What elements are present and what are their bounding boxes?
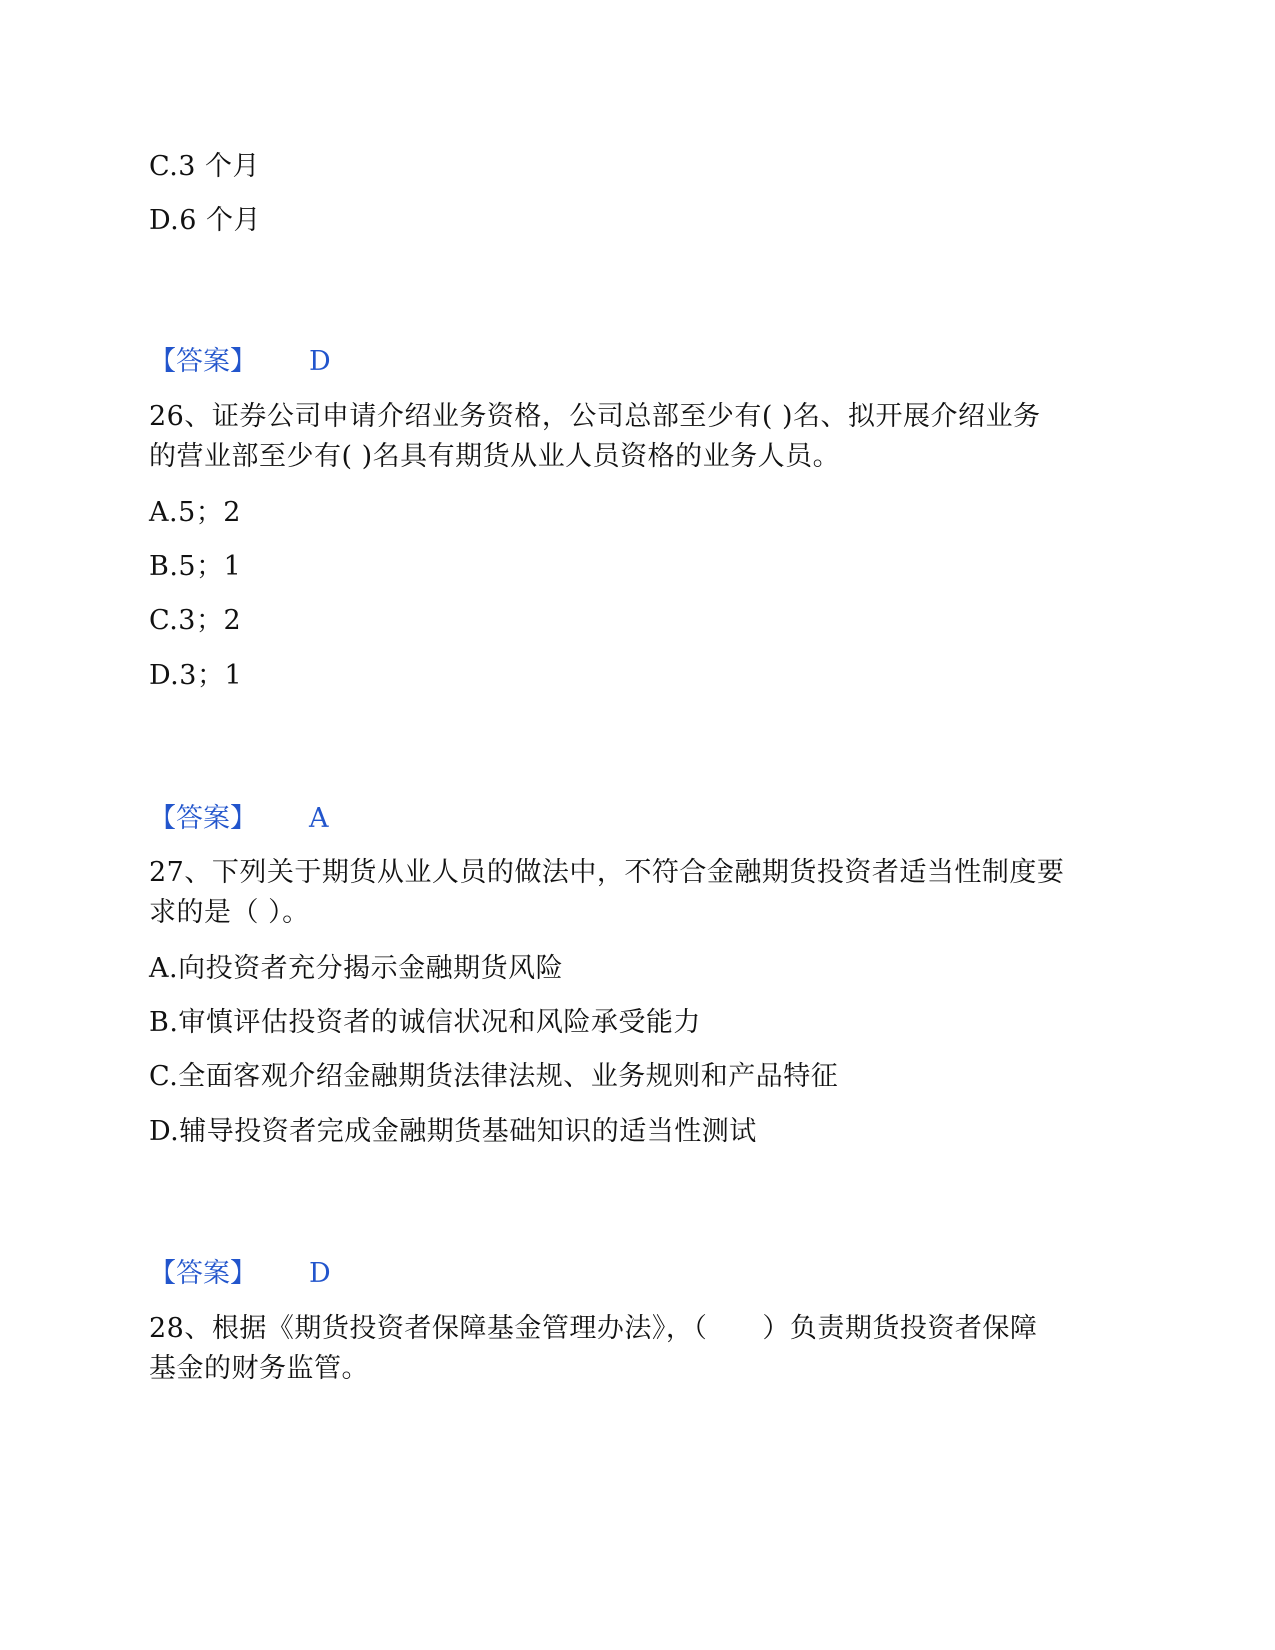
- q27-answer-row: [149, 1257, 331, 1291]
- q27-option-a: A.向投资者充分揭示金融期货风险: [149, 953, 564, 984]
- q27-stem-line-1: 27、下列关于期货从业人员的做法中，不符合金融期货投资者适当性制度要: [149, 857, 1065, 888]
- q26-stem-line-2: 的营业部至少有( )名具有期货从业人员资格的业务人员。: [149, 441, 841, 472]
- q26-option-a: A.5；2: [149, 497, 241, 528]
- q27-option-b: B.审慎评估投资者的诚信状况和风险承受能力: [149, 1007, 701, 1038]
- q25-option-c: C.3 个月: [149, 151, 261, 182]
- q25-option-d: D.6 个月: [149, 205, 262, 236]
- q27-option-c: C.全面客观介绍金融期货法律法规、业务规则和产品特征: [149, 1061, 839, 1092]
- q26-answer-row: [149, 802, 329, 836]
- q25-answer-value: D: [309, 346, 331, 377]
- q26-option-b: B.5；1: [149, 551, 242, 582]
- answer-label: 【答案】: [149, 803, 257, 834]
- q26-option-c: C.3；2: [149, 605, 242, 636]
- q25-answer-row: [149, 345, 331, 379]
- answer-label: 【答案】: [149, 346, 257, 377]
- q27-option-d: D.辅导投资者完成金融期货基础知识的适当性测试: [149, 1116, 757, 1147]
- q27-stem-line-2: 求的是（ ）。: [149, 897, 310, 928]
- q28-stem-line-1: 28、根据《期货投资者保障基金管理办法》，（ ）负责期货投资者保障: [149, 1313, 1038, 1344]
- answer-label: 【答案】: [149, 1258, 257, 1289]
- q26-answer-value: A: [309, 803, 329, 834]
- q28-stem-line-2: 基金的财务监管。: [149, 1353, 369, 1384]
- q26-stem-line-1: 26、证券公司申请介绍业务资格，公司总部至少有( )名、拟开展介绍业务: [149, 401, 1041, 432]
- q26-option-d: D.3；1: [149, 660, 243, 691]
- q27-answer-value: D: [309, 1258, 331, 1289]
